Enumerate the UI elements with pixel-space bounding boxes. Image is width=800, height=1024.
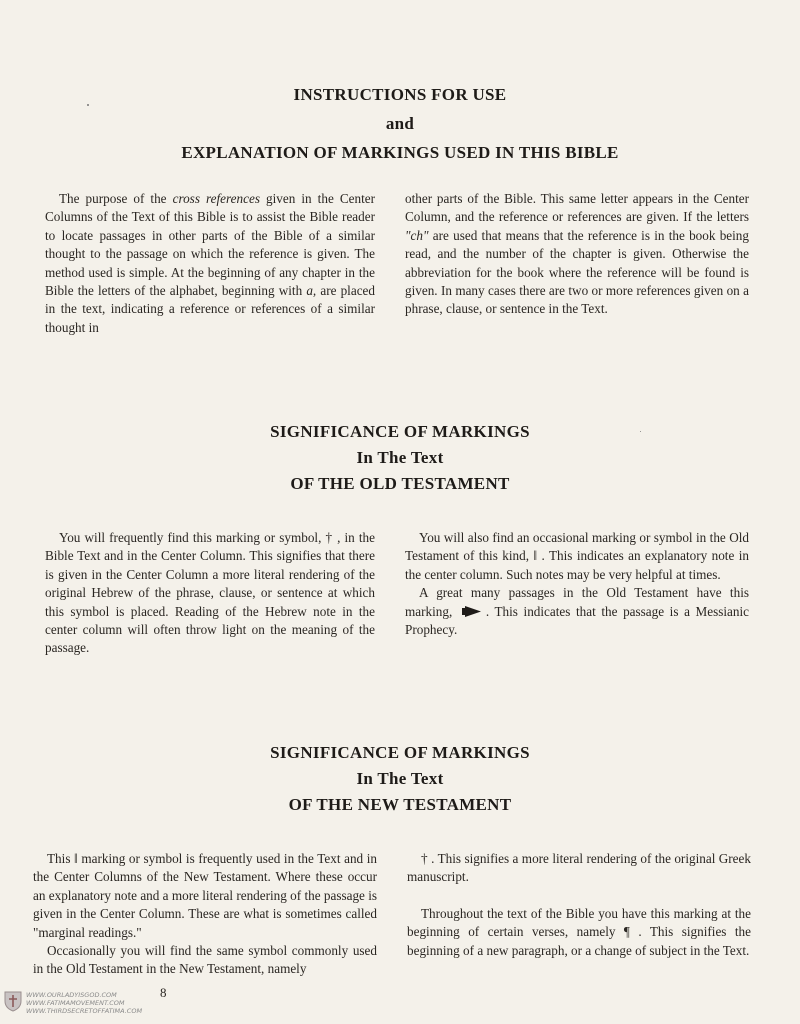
shield-logo-icon [4,990,22,1012]
section3-left-paragraph-1: This ‖ marking or symbol is frequently used in the Text and in the Center Columns of the New Testament. Where these occur an explanatory note and a more literal rendering of the passage is given in the Center Column. These are what is sometimes called "marginal readings." [33,851,377,940]
section1-right-paragraph [405,190,749,319]
watermark-line: WWW.THIRDSECRETOFFATIMA.COM [26,1007,143,1015]
text-run: are placed in the text, indicating a reference or references of a similar thought in [45,283,375,335]
section3-right-paragraph-2: Throughout the text of the Bible you have this marking at the beginning of certain verses, namely ¶ . This signifies the beginning of a new paragraph, or a change of subject in the Text. [407,905,751,958]
section3-right-paragraph-1: † . This signifies a more literal rendering of the original Greek manuscript. [407,851,751,885]
text-run: are used that means that the reference is in the book being read, and the number of the chapter is given. Otherwise the abbreviation for the book where the reference will be found is given. In many cases there are two or more references given on a phrase, clause, or sentence in the Text. [405,227,749,317]
cross-references-emphasis: cross references [172,191,260,206]
old-testament-title: OF THE OLD TESTAMENT [290,474,510,493]
text-run: given in the Center Columns of the Text of this Bible is to assist the Bible reader to locate passages in other parts of the Bible of a similar thought to the passage on which the reference is given. The method used is simple. At the beginning of any chapter in the Bible the letters of the alphabet, beginning with [45,191,376,299]
watermark-line: WWW.OURLADYISGOD.COM [26,991,117,999]
old-testament-heading: SIGNIFICANCE OF MARKINGS [270,422,530,441]
section2-left-column [45,529,375,658]
ch-emphasis: "ch" [405,227,429,243]
letter-a-emphasis: a, [306,283,317,299]
section1-left-column [45,190,375,337]
section2-left-paragraph: You will frequently find this marking or symbol, † , in the Bible Text and in the Center Column. This signifies that there is given in the Center Column a more literal rendering of the original Hebrew of the phrase, clause, or sentence at which this symbol is placed. Reading of the Hebrew note in the center column will often throw light on the meaning of the passage. [45,530,375,656]
section1-right-column [405,190,749,319]
new-testament-title: OF THE NEW TESTAMENT [288,795,512,814]
explanation-title: EXPLANATION OF MARKINGS USED IN THIS BIBLE [181,143,619,162]
section3-right-column [407,850,751,960]
speck [640,431,641,432]
instructions-title: INSTRUCTIONS FOR USE [293,85,507,104]
text-run: other parts of the Bible. This same letter appears in the Center Column, and the reference or references are given. If the letters [405,191,749,225]
and-line: and [385,114,415,133]
section2-right-paragraph-1: You will also find an occasional marking or symbol in the Old Testament of this kind, ‖ . This indicates an explanatory note in the center column. Such notes may be very helpful at times. [405,530,749,582]
section3-left-paragraph-2: Occasionally you will find the same symbol commonly used in the Old Testament in the New Testament, namely [33,943,377,977]
page-number: 8 [160,985,167,1000]
speck [87,104,89,106]
text-run: A great many passages in the Old Testament have this marking, [405,585,749,619]
text-run: . This indicates that the passage is a Messianic Prophecy. [405,603,749,638]
section2-right-column [405,529,749,639]
new-testament-heading: SIGNIFICANCE OF MARKINGS [270,743,530,762]
old-testament-subheading: In The Text [356,448,444,467]
text-run: The purpose of the [59,191,173,206]
new-testament-subheading: In The Text [356,769,444,788]
section1-left-paragraph [45,190,375,337]
section3-left-column [33,850,377,979]
section2-right-paragraph-2 [405,584,749,639]
messianic-pointer-icon [462,606,482,617]
watermark-line: WWW.FATIMAMOVEMENT.COM [26,999,125,1007]
